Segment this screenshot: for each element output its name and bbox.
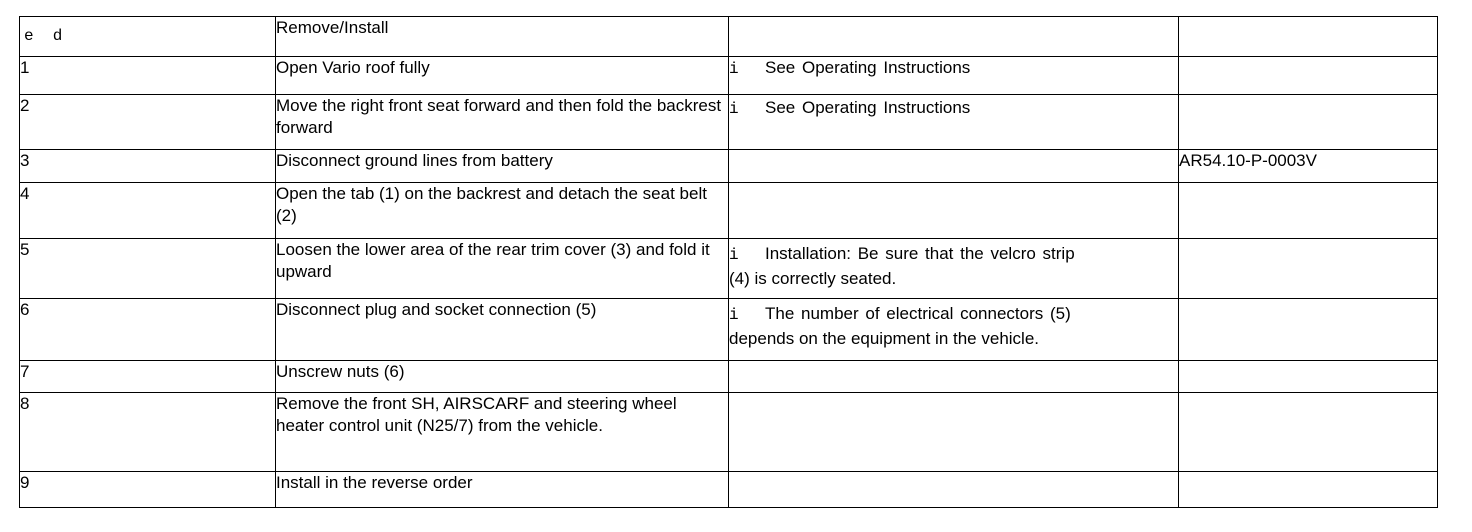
step-number: 9 xyxy=(20,472,276,508)
step-reference xyxy=(1179,393,1438,472)
note-text-continued: (4) is correctly seated. xyxy=(729,269,897,288)
header-note-cell xyxy=(729,17,1179,57)
step-action: Move the right front seat forward and then fold the backrest forward xyxy=(276,95,729,150)
step-note xyxy=(729,57,1179,95)
note-text: See Operating Instructions xyxy=(765,98,971,117)
table-row xyxy=(20,361,1438,393)
table-row xyxy=(20,393,1438,472)
step-note xyxy=(729,361,1179,393)
step-action: Disconnect plug and socket connection (5) xyxy=(276,299,729,361)
note-text-continued: depends on the equipment in the vehicle. xyxy=(729,329,1040,348)
table-row xyxy=(20,150,1438,183)
step-reference xyxy=(1179,57,1438,95)
step-note xyxy=(729,393,1179,472)
header-step-cell xyxy=(20,17,276,57)
step-action: Unscrew nuts (6) xyxy=(276,361,729,393)
note-text: The number of electrical connectors (5) xyxy=(765,304,1071,323)
step-reference xyxy=(1179,472,1438,508)
step-reference xyxy=(1179,299,1438,361)
step-note xyxy=(729,299,1179,361)
step-action: Install in the reverse order xyxy=(276,472,729,508)
info-icon: i xyxy=(729,306,739,324)
step-number: 2 xyxy=(20,95,276,150)
table-row xyxy=(20,299,1438,361)
step-reference xyxy=(1179,95,1438,150)
header-step-label: e d xyxy=(24,27,63,45)
step-action: Remove the front SH, AIRSCARF and steering wheel heater control unit (N25/7) from the vehicle. xyxy=(276,393,729,472)
step-note xyxy=(729,472,1179,508)
table-row xyxy=(20,472,1438,508)
step-number: 5 xyxy=(20,239,276,299)
note-text: See Operating Instructions xyxy=(765,58,971,77)
step-note xyxy=(729,95,1179,150)
step-number: 6 xyxy=(20,299,276,361)
header-action-label: Remove/Install xyxy=(276,18,389,37)
info-icon: i xyxy=(729,60,739,78)
header-ref-cell xyxy=(1179,17,1438,57)
step-number: 7 xyxy=(20,361,276,393)
table-row xyxy=(20,183,1438,239)
step-note xyxy=(729,150,1179,183)
step-reference: AR54.10-P-0003V xyxy=(1179,150,1438,183)
table-row xyxy=(20,239,1438,299)
step-note xyxy=(729,239,1179,299)
header-row xyxy=(20,17,1438,57)
step-reference xyxy=(1179,183,1438,239)
table-row xyxy=(20,57,1438,95)
procedure-table xyxy=(19,16,1438,508)
step-number: 8 xyxy=(20,393,276,472)
step-reference xyxy=(1179,239,1438,299)
step-action: Disconnect ground lines from battery xyxy=(276,150,729,183)
step-reference xyxy=(1179,361,1438,393)
table-row xyxy=(20,95,1438,150)
header-action-cell xyxy=(276,17,729,57)
step-note xyxy=(729,183,1179,239)
step-action: Loosen the lower area of the rear trim cover (3) and fold it upward xyxy=(276,239,729,299)
step-action: Open the tab (1) on the backrest and detach the seat belt (2) xyxy=(276,183,729,239)
info-icon: i xyxy=(729,100,739,118)
step-action: Open Vario roof fully xyxy=(276,57,729,95)
step-number: 4 xyxy=(20,183,276,239)
note-text: Installation: Be sure that the velcro strip xyxy=(765,244,1075,263)
step-number: 3 xyxy=(20,150,276,183)
info-icon: i xyxy=(729,246,739,264)
step-number: 1 xyxy=(20,57,276,95)
